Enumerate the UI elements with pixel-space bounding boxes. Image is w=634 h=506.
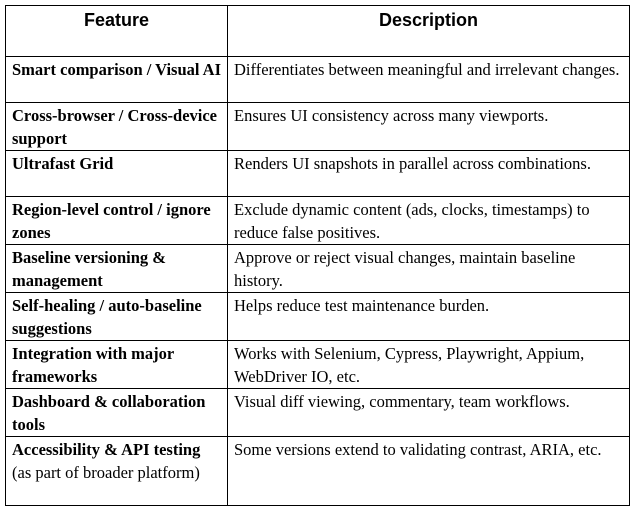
table-row [6,437,630,506]
table-row [6,245,630,293]
description-cell: Renders UI snapshots in parallel across combinations. [228,151,630,197]
table-row [6,293,630,341]
description-cell: Exclude dynamic content (ads, clocks, timestamps) to reduce false positives. [228,197,630,245]
feature-cell [6,437,228,506]
description-cell: Ensures UI consistency across many viewports. [228,103,630,151]
feature-cell: Cross-browser / Cross-device support [6,103,228,151]
features-table [5,5,630,506]
feature-cell: Smart comparison / Visual AI [6,57,228,103]
description-column-header: Description [228,6,630,57]
description-cell: Visual diff viewing, commentary, team workflows. [228,389,630,437]
table-row [6,341,630,389]
feature-cell: Self-healing / auto-baseline suggestions [6,293,228,341]
feature-cell: Region-level control / ignore zones [6,197,228,245]
description-cell: Differentiates between meaningful and irrelevant changes. [228,57,630,103]
feature-name: Accessibility & API testing [12,440,201,459]
feature-cell: Integration with major frameworks [6,341,228,389]
table-row [6,151,630,197]
feature-cell: Baseline versioning & management [6,245,228,293]
description-cell: Works with Selenium, Cypress, Playwright, Appium, WebDriver IO, etc. [228,341,630,389]
feature-column-header: Feature [6,6,228,57]
table-row [6,197,630,245]
description-cell: Approve or reject visual changes, maintain baseline history. [228,245,630,293]
table-row [6,389,630,437]
feature-cell: Ultrafast Grid [6,151,228,197]
description-cell: Some versions extend to validating contrast, ARIA, etc. [228,437,630,506]
table-row [6,57,630,103]
feature-note: (as part of broader platform) [12,462,200,482]
feature-cell: Dashboard & collaboration tools [6,389,228,437]
description-cell: Helps reduce test maintenance burden. [228,293,630,341]
table-header-row [6,6,630,57]
table-row [6,103,630,151]
